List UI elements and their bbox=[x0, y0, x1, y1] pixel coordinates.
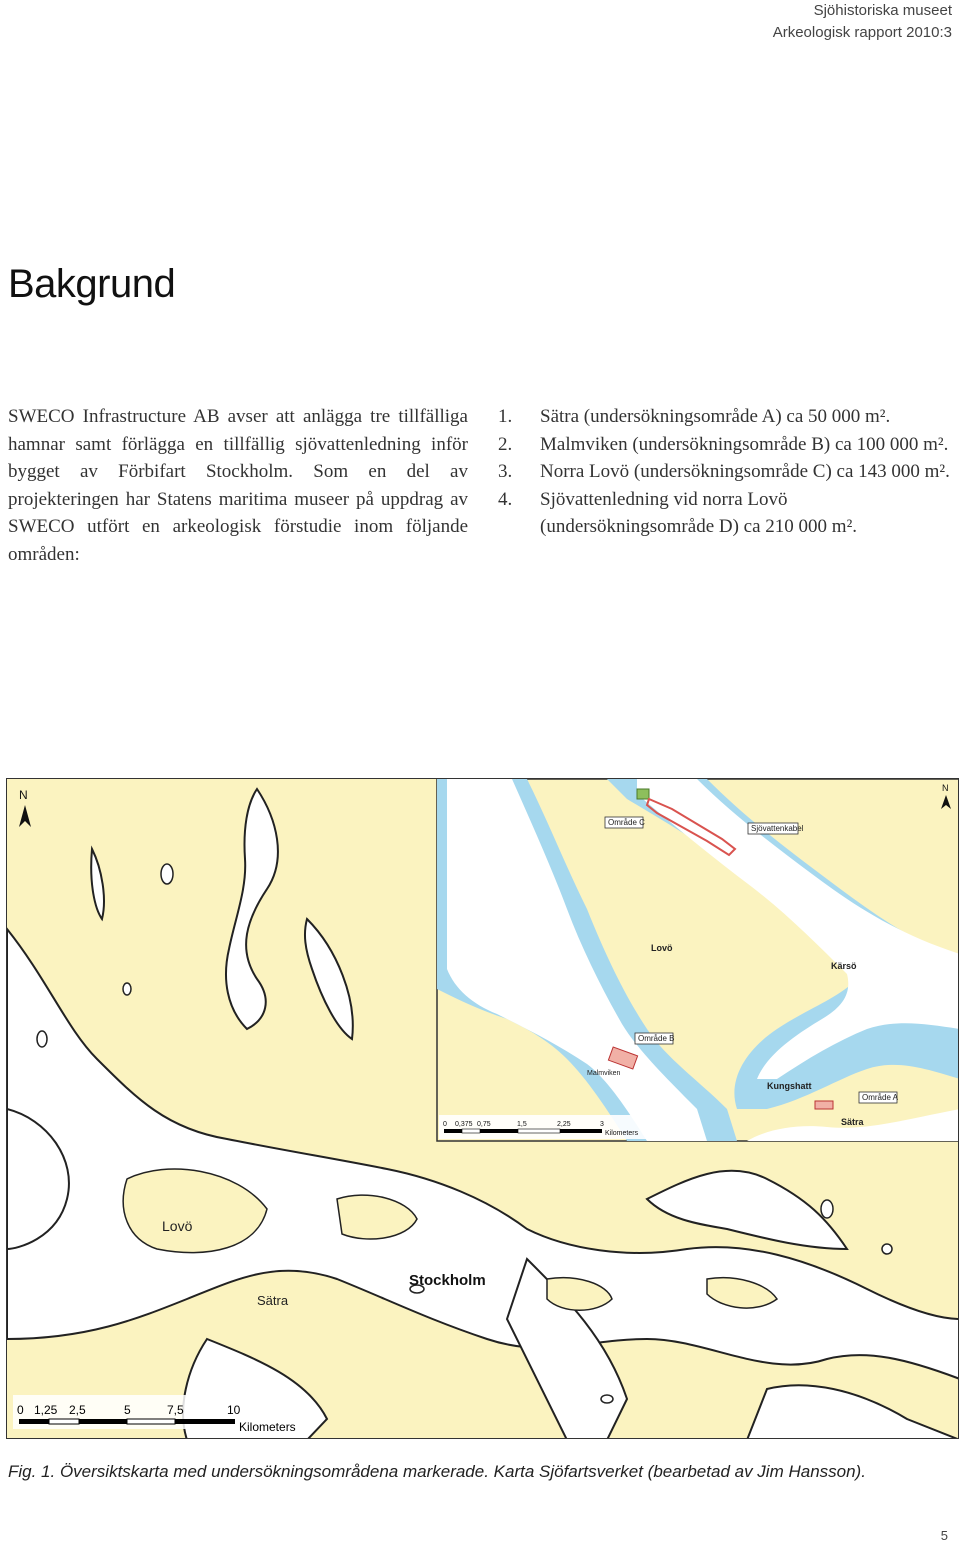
inset-scale-tick: 2,25 bbox=[557, 1121, 571, 1128]
north-label: N bbox=[19, 788, 28, 802]
map-label-stockholm: Stockholm bbox=[409, 1272, 486, 1289]
list-number: 1. bbox=[498, 406, 513, 427]
map-label-satra: Sätra bbox=[257, 1293, 289, 1308]
list-item bbox=[498, 403, 950, 431]
page-title: Bakgrund bbox=[8, 262, 176, 306]
report-id: Arkeologisk rapport 2010:3 bbox=[772, 24, 952, 41]
inset-label-omrade-b: Område B bbox=[638, 1034, 675, 1043]
inset-label-kungshatt: Kungshatt bbox=[767, 1081, 812, 1091]
scale-tick: 10 bbox=[227, 1403, 241, 1417]
inset-map bbox=[437, 779, 959, 1141]
main-scale-bar bbox=[13, 1395, 296, 1434]
list-text: Sjövattenledning vid norra Lovö (undersökningsområde D) ca 210 000 m². bbox=[540, 488, 858, 537]
inset-label-sjovattenkabel: Sjövattenkabel bbox=[751, 824, 804, 833]
scale-tick: 5 bbox=[124, 1403, 131, 1417]
list-text: Norra Lovö (undersökningsområde C) ca 143 000 m². bbox=[540, 461, 950, 482]
inset-label-lovo: Lovö bbox=[651, 943, 673, 953]
scale-tick: 7,5 bbox=[167, 1403, 184, 1417]
list-item bbox=[498, 431, 950, 459]
figure-caption: Fig. 1. Översiktskarta med undersökningsområdena markerade. Karta Sjöfartsverket (bearbetad av Jim Hansson). bbox=[8, 1462, 866, 1481]
list-number: 3. bbox=[498, 461, 513, 482]
scale-tick: 0 bbox=[17, 1403, 24, 1417]
inset-label-omrade-a: Område A bbox=[862, 1093, 899, 1102]
inset-scale-bar bbox=[439, 1115, 647, 1139]
inset-scale-tick: 0,75 bbox=[477, 1121, 491, 1128]
scale-tick: 1,25 bbox=[34, 1403, 58, 1417]
inset-scale-tick: 1,5 bbox=[517, 1121, 527, 1128]
scale-unit: Kilometers bbox=[239, 1420, 296, 1434]
inset-north-label: N bbox=[942, 783, 949, 793]
inset-area-a-marker bbox=[815, 1101, 833, 1109]
inset-scale-tick: 0,375 bbox=[455, 1121, 473, 1128]
map-label-lovo: Lovö bbox=[162, 1218, 193, 1234]
area-list bbox=[498, 403, 950, 541]
inset-area-c-marker bbox=[637, 789, 649, 799]
inset-label-malmviken: Malmviken bbox=[587, 1070, 621, 1077]
inset-scale-tick: 0 bbox=[443, 1121, 447, 1128]
inset-label-satra: Sätra bbox=[841, 1117, 864, 1127]
list-number: 4. bbox=[498, 488, 513, 510]
overview-map bbox=[6, 778, 959, 1439]
overview-map-canvas bbox=[7, 779, 959, 1439]
list-text: Malmviken (undersökningsområde B) ca 100 000 m². bbox=[540, 433, 949, 455]
intro-paragraph: SWECO Infrastructure AB avser att anlägga tre tillfälliga hamnar samt förlägga en tillfällig sjövattenledning inför bygget av Förbifart Stockholm. Som en del av projekteringen har Statens maritima museer på uppdrag av SWECO utfört en arkeologisk förstudie inom följande områden: bbox=[8, 406, 468, 565]
page-header bbox=[773, 0, 952, 44]
page-number: 5 bbox=[940, 1528, 948, 1543]
list-item bbox=[498, 458, 950, 486]
inset-scale-tick: 3 bbox=[600, 1121, 604, 1128]
inset-label-omrade-c: Område C bbox=[608, 818, 645, 827]
scale-tick: 2,5 bbox=[69, 1403, 86, 1417]
list-item bbox=[498, 486, 950, 541]
list-number: 2. bbox=[498, 433, 513, 455]
museum-name: Sjöhistoriska museet bbox=[813, 2, 952, 19]
inset-label-karso: Kärsö bbox=[831, 961, 857, 971]
inset-scale-unit: Kilometers bbox=[605, 1130, 639, 1137]
list-text: Sätra (undersökningsområde A) ca 50 000 m². bbox=[540, 406, 891, 427]
